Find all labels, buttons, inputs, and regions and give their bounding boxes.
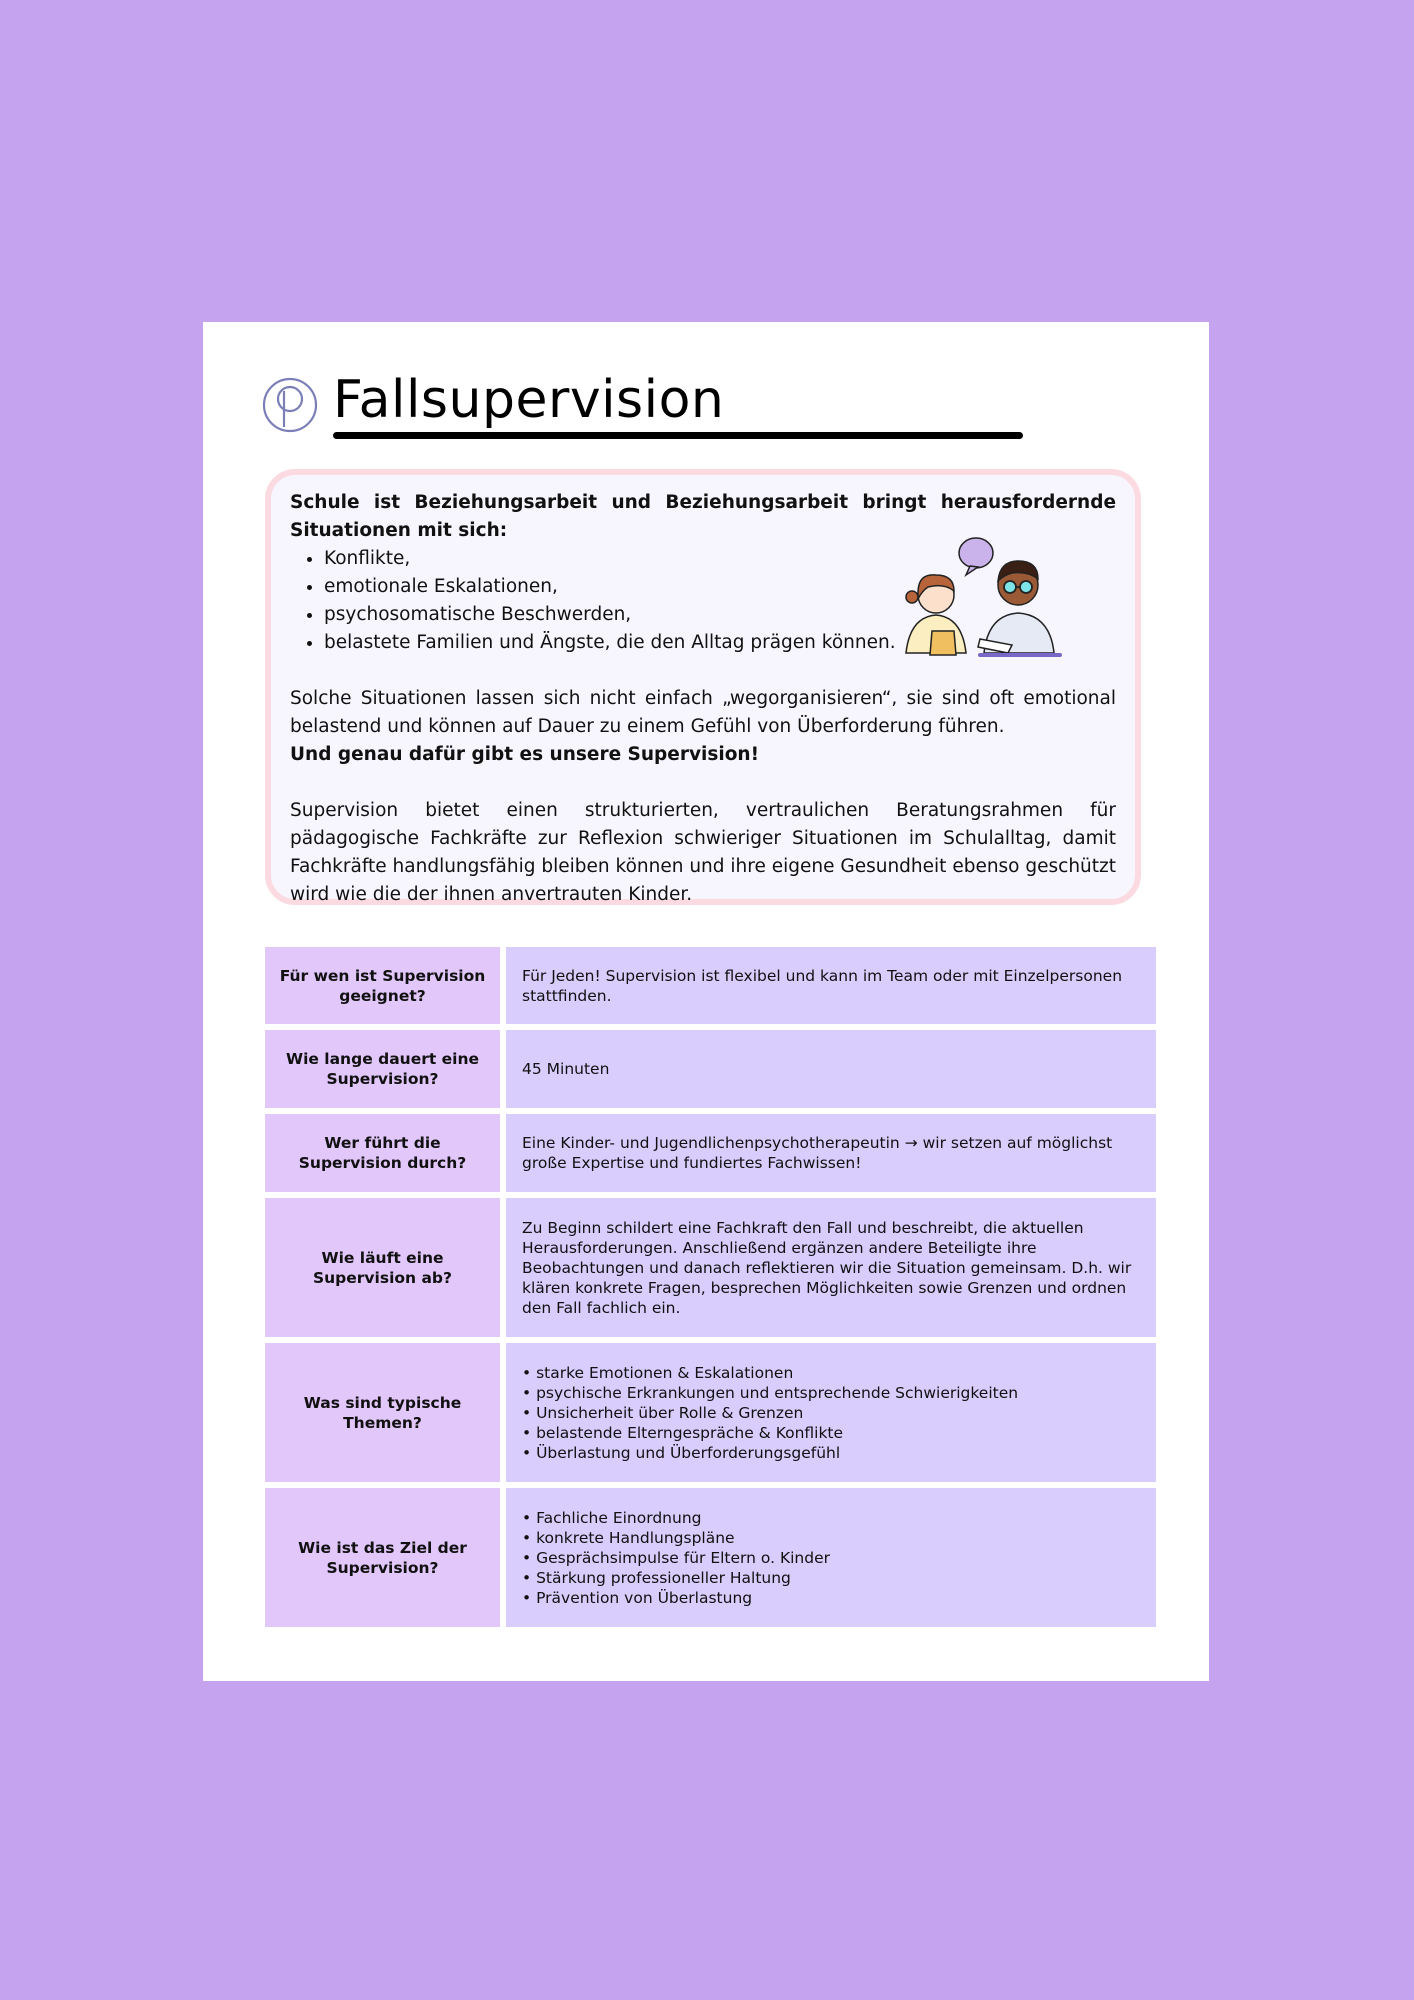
faq-answer: Eine Kinder- und Jugendlichenpsychotherapeutin → wir setzen auf möglichst große Expertise und fundiertes Fachwissen! [506, 1114, 1156, 1192]
faq-list-item: • konkrete Handlungspläne [522, 1528, 830, 1548]
faq-list-item: • Überlastung und Überforderungsgefühl [522, 1443, 1018, 1463]
faq-answer-list [506, 1488, 1156, 1627]
document-page [203, 322, 1209, 1681]
faq-list-item: • Fachliche Einordnung [522, 1508, 830, 1528]
intro-paragraph-1: Solche Situationen lassen sich nicht einfach „wegorganisieren“, sie sind oft emotional belastend und können auf Dauer zu einem Gefühl von Überforderung führen. [290, 688, 1116, 737]
faq-question: Wie lange dauert eine Supervision? [265, 1030, 500, 1108]
faq-answer: Für Jeden! Supervision ist flexibel und kann im Team oder mit Einzelpersonen stattfinden. [506, 947, 1156, 1024]
faq-question: Wie ist das Ziel der Supervision? [265, 1488, 500, 1627]
title-underline [333, 432, 1023, 439]
faq-answer: 45 Minuten [506, 1030, 1156, 1108]
faq-answer-list [506, 1343, 1156, 1482]
faq-list-item: • Stärkung professioneller Haltung [522, 1568, 830, 1588]
faq-list-item: • starke Emotionen & Eskalationen [522, 1363, 1018, 1383]
page-title: Fallsupervision [333, 370, 725, 430]
faq-question: Wie läuft eine Supervision ab? [265, 1198, 500, 1337]
faq-list-item: • psychische Erkrankungen und entsprechende Schwierigkeiten [522, 1383, 1018, 1403]
intro-bullet: • emotionale Eskalationen, [324, 573, 1116, 601]
faq-question: Was sind typische Themen? [265, 1343, 500, 1482]
faq-list-item: • Prävention von Überlastung [522, 1588, 830, 1608]
faq-list-item: • belastende Elterngespräche & Konflikte [522, 1423, 1018, 1443]
intro-bullet: • psychosomatische Beschwerden, [324, 601, 1116, 629]
faq-list-item: • Gesprächsimpulse für Eltern o. Kinder [522, 1548, 830, 1568]
faq-row [265, 1030, 1156, 1108]
faq-row [265, 1488, 1156, 1627]
faq-question: Wer führt die Supervision durch? [265, 1114, 500, 1192]
intro-paragraph-2: Supervision bietet einen strukturierten, vertraulichen Beratungsrahmen für pädagogische Fachkräfte zur Reflexion schwieriger Situationen im Schulalltag, damit Fachkräfte handlungsfähig bleiben können und ihre eigene Gesundheit ebenso geschützt wird wie die der ihnen anvertrauten Kinder. [290, 800, 1116, 905]
faq-row [265, 947, 1156, 1024]
two-people-talking-illustration-icon [900, 535, 1080, 665]
intro-bullet: • belastete Familien und Ängste, die den Alltag prägen können. [324, 629, 1116, 657]
faq-list-item: • Unsicherheit über Rolle & Grenzen [522, 1403, 1018, 1423]
faq-row [265, 1114, 1156, 1192]
faq-question: Für wen ist Supervision geeignet? [265, 947, 500, 1024]
intro-highlight: Und genau dafür gibt es unsere Supervision! [290, 744, 760, 765]
faq-table [265, 947, 1156, 1633]
circle-p-logo-icon [262, 377, 318, 433]
intro-bullet: • Konflikte, [324, 545, 1116, 573]
faq-row [265, 1343, 1156, 1482]
faq-row [265, 1198, 1156, 1337]
faq-answer: Zu Beginn schildert eine Fachkraft den Fall und beschreibt, die aktuellen Herausforderungen. Anschließend ergänzen andere Beteiligte ihre Beobachtungen und danach reflektieren wir die Situation gemeinsam. D.h. wir klären konkrete Fragen, besprechen Möglichkeiten sowie Grenzen und ordnen den Fall fachlich ein. [506, 1198, 1156, 1337]
intro-lead: Schule ist Beziehungsarbeit und Beziehungsarbeit bringt herausfordernde Situationen mit sich: [290, 492, 1116, 541]
intro-box [265, 469, 1141, 905]
